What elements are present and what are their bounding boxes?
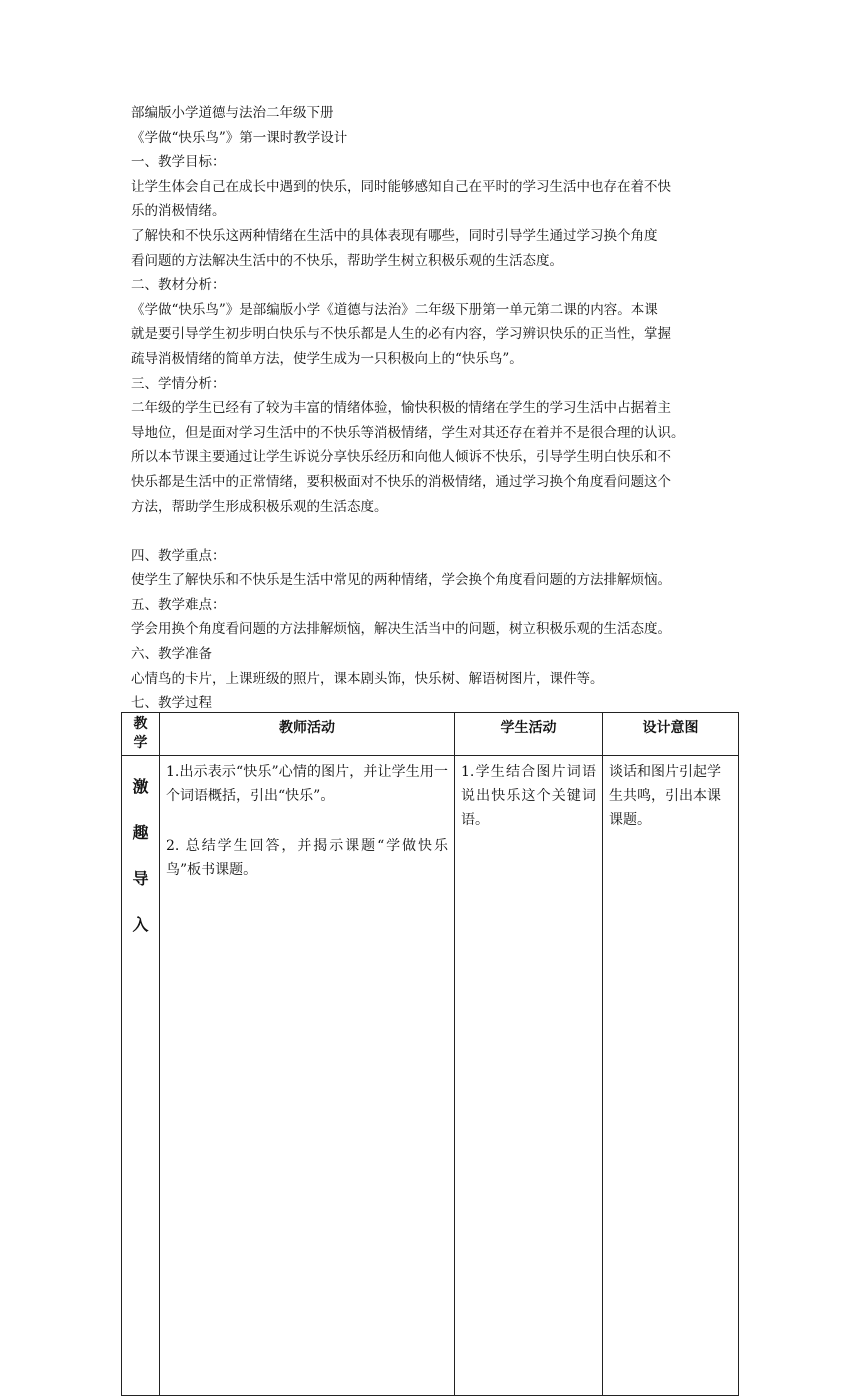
- teaching-process-table: [121, 712, 739, 1396]
- teacher-step-2: 2. 总结学生回答，并揭示课题“学做快乐鸟”板书课题。: [166, 838, 448, 878]
- doc-line: 就是要引导学生初步明白快乐与不快乐都是人生的必有内容，学习辨识快乐的正当性，掌握: [131, 326, 671, 343]
- doc-line: 乐的消极情绪。: [131, 203, 226, 220]
- doc-line: 使学生了解快乐和不快乐是生活中常见的两种情绪，学会换个角度看问题的方法排解烦恼。: [131, 572, 671, 589]
- section-heading: 三、学情分析：: [131, 375, 226, 392]
- header-teacher-activity: 教师活动: [160, 713, 455, 756]
- blank-line: [131, 519, 741, 544]
- table-row: [122, 756, 739, 1396]
- lesson-plan-text: [131, 101, 741, 716]
- section-heading: 六、教学准备: [131, 646, 212, 663]
- stage-char: 趣: [132, 823, 149, 842]
- header-stage: 教学: [122, 713, 160, 756]
- doc-line: 快乐都是生活中的正常情绪，要积极面对不快乐的消极情绪，通过学习换个角度看问题这个: [131, 473, 671, 490]
- stage-cell: [122, 756, 160, 1396]
- stage-char: 激: [132, 777, 149, 796]
- header-design-intent: 设计意图: [603, 713, 739, 756]
- section-heading: 一、教学目标：: [131, 154, 226, 171]
- table-header-row: [122, 713, 739, 756]
- stage-char: 导: [132, 869, 149, 888]
- doc-line: 了解快和不快乐这两种情绪在生活中的具体表现有哪些，同时引导学生通过学习换个角度: [131, 227, 658, 244]
- doc-line: 部编版小学道德与法治二年级下册: [131, 105, 334, 121]
- stage-char: 入: [132, 915, 149, 934]
- doc-line: 《学做“快乐鸟”》第一课时教学设计: [131, 129, 348, 146]
- header-student-activity: 学生活动: [455, 713, 603, 756]
- doc-line: 所以本节课主要通过让学生诉说分享快乐经历和向他人倾诉不快乐，引导学生明白快乐和不: [131, 449, 671, 466]
- student-activity-cell: 1.学生结合图片词语说出快乐这个关键词语。: [455, 756, 603, 1396]
- doc-line: 学会用换个角度看问题的方法排解烦恼，解决生活当中的问题，树立积极乐观的生活态度。: [131, 621, 671, 638]
- doc-line: 疏导消极情绪的简单方法，使学生成为一只积极向上的“快乐鸟”。: [131, 350, 523, 367]
- doc-line: 《学做“快乐鸟”》是部编版小学《道德与法治》二年级下册第一单元第二课的内容。本课: [131, 301, 658, 318]
- section-heading: 五、教学难点：: [131, 596, 226, 613]
- teacher-activity-cell: [160, 756, 455, 1396]
- doc-line: 看问题的方法解决生活中的不快乐，帮助学生树立积极乐观的生活态度。: [131, 252, 563, 269]
- spacer: [166, 808, 448, 834]
- teacher-step-1: 1.出示表示“快乐”心情的图片，并让学生用一个词语概括，引出“快乐”。: [166, 764, 448, 804]
- section-heading: 七、教学过程: [131, 695, 212, 712]
- doc-line: 二年级的学生已经有了较为丰富的情绪体验，愉快积极的情绪在学生的学习生活中占据着主: [131, 400, 671, 417]
- design-intent-cell: 谈话和图片引起学生共鸣，引出本课课题。: [603, 756, 739, 1396]
- doc-line: 方法，帮助学生形成积极乐观的生活态度。: [131, 498, 388, 515]
- section-heading: 二、教材分析：: [131, 277, 226, 294]
- doc-line: 导地位，但是面对学习生活中的不快乐等消极情绪，学生对其还存在着并不是很合理的认识。: [131, 424, 685, 441]
- section-heading: 四、教学重点：: [131, 547, 226, 564]
- doc-line: 让学生体会自己在成长中遇到的快乐，同时能够感知自己在平时的学习生活中也存在着不快: [131, 178, 671, 195]
- doc-line: 心情鸟的卡片，上课班级的照片，课本剧头饰，快乐树、解语树图片，课件等。: [131, 670, 604, 687]
